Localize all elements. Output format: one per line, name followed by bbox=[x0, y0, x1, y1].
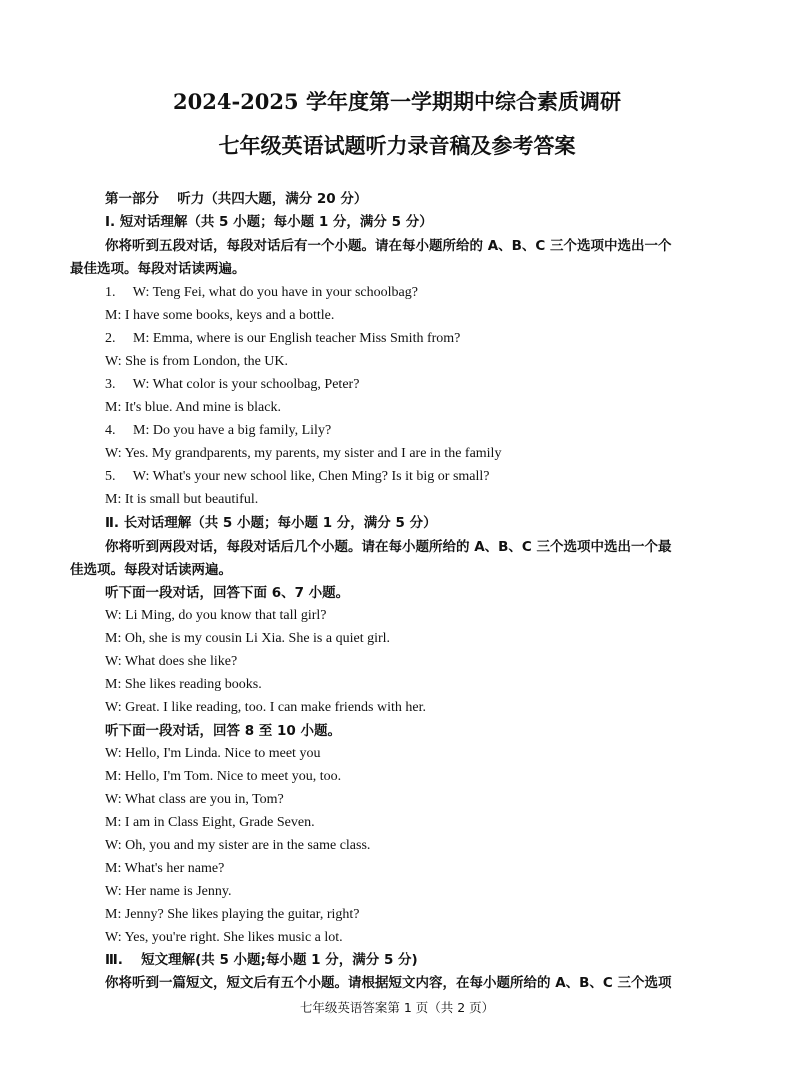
transcript-line: W: Great. I like reading, too. I can make friends with her. bbox=[105, 700, 426, 715]
transcript-line: 1. W: Teng Fei, what do you have in your schoolbag? bbox=[105, 285, 418, 300]
transcript-line: W: What does she like? bbox=[105, 654, 238, 669]
transcript-line: W: Yes, you're right. She likes music a lot. bbox=[105, 930, 343, 945]
transcript-line: M: I am in Class Eight, Grade Seven. bbox=[105, 815, 315, 830]
transcript-line: M: I have some books, keys and a bottle. bbox=[105, 308, 335, 323]
transcript-line: M: What's her name? bbox=[105, 861, 225, 876]
transcript-line: W: What class are you in, Tom? bbox=[105, 792, 284, 807]
transcript-line: 5. W: What's your new school like, Chen Ming? Is it big or small? bbox=[105, 469, 490, 484]
transcript-line: M: It is small but beautiful. bbox=[105, 492, 259, 507]
section-2-heading: Ⅱ. 长对话理解（共 5 小题；每小题 1 分，满分 5 分） bbox=[105, 515, 437, 531]
document-subtitle: 七年级英语试题听力录音稿及参考答案 bbox=[218, 133, 576, 158]
transcript-line: W: Li Ming, do you know that tall girl? bbox=[105, 608, 327, 623]
transcript-line: 2. M: Emma, where is our English teacher Miss Smith from? bbox=[105, 331, 461, 346]
page-footer: 七年级英语答案第 1 页（共 2 页） bbox=[299, 1000, 495, 1015]
part-header: 第一部分 听力（共四大题，满分 20 分） bbox=[105, 191, 368, 207]
dialogue-2-intro: 听下面一段对话，回答 8 至 10 小题。 bbox=[105, 723, 341, 739]
section-3-instruction: 你将听到一篇短文，短文后有五个小题。请根据短文内容，在每小题所给的 A、B、C 三个选项 bbox=[105, 975, 672, 991]
transcript-line: M: She likes reading books. bbox=[105, 677, 262, 692]
transcript-line: W: Her name is Jenny. bbox=[105, 884, 232, 899]
transcript-line: M: Hello, I'm Tom. Nice to meet you, too. bbox=[105, 769, 342, 784]
dialogue-1-intro: 听下面一段对话，回答下面 6、7 小题。 bbox=[105, 585, 350, 601]
transcript-line: 4. M: Do you have a big family, Lily? bbox=[105, 423, 332, 438]
transcript-line: 3. W: What color is your schoolbag, Peter? bbox=[105, 377, 360, 392]
section-1-heading: Ⅰ. 短对话理解（共 5 小题；每小题 1 分，满分 5 分） bbox=[105, 214, 433, 230]
section-3-heading: Ⅲ. 短文理解(共 5 小题;每小题 1 分，满分 5 分) bbox=[105, 952, 418, 968]
transcript-line: W: Hello, I'm Linda. Nice to meet you bbox=[105, 746, 321, 761]
section-1-instruction-cont: 最佳选项。每段对话读两遍。 bbox=[70, 261, 246, 277]
document-title: 2024-2025 学年度第一学期期中综合素质调研 bbox=[173, 89, 621, 114]
transcript-line: W: She is from London, the UK. bbox=[105, 354, 289, 369]
section-2-instruction: 你将听到两段对话，每段对话后几个小题。请在每小题所给的 A、B、C 三个选项中选出一个最 bbox=[105, 539, 672, 555]
transcript-line: M: Oh, she is my cousin Li Xia. She is a quiet girl. bbox=[105, 631, 391, 646]
section-2-instruction-cont: 佳选项。每段对话读两遍。 bbox=[70, 562, 232, 578]
section-1-instruction: 你将听到五段对话，每段对话后有一个小题。请在每小题所给的 A、B、C 三个选项中选出一个 bbox=[105, 238, 672, 254]
transcript-line: W: Yes. My grandparents, my parents, my sister and I are in the family bbox=[105, 446, 502, 461]
transcript-line: M: It's blue. And mine is black. bbox=[105, 400, 281, 415]
transcript-line: W: Oh, you and my sister are in the same class. bbox=[105, 838, 371, 853]
transcript-line: M: Jenny? She likes playing the guitar, right? bbox=[105, 907, 360, 922]
